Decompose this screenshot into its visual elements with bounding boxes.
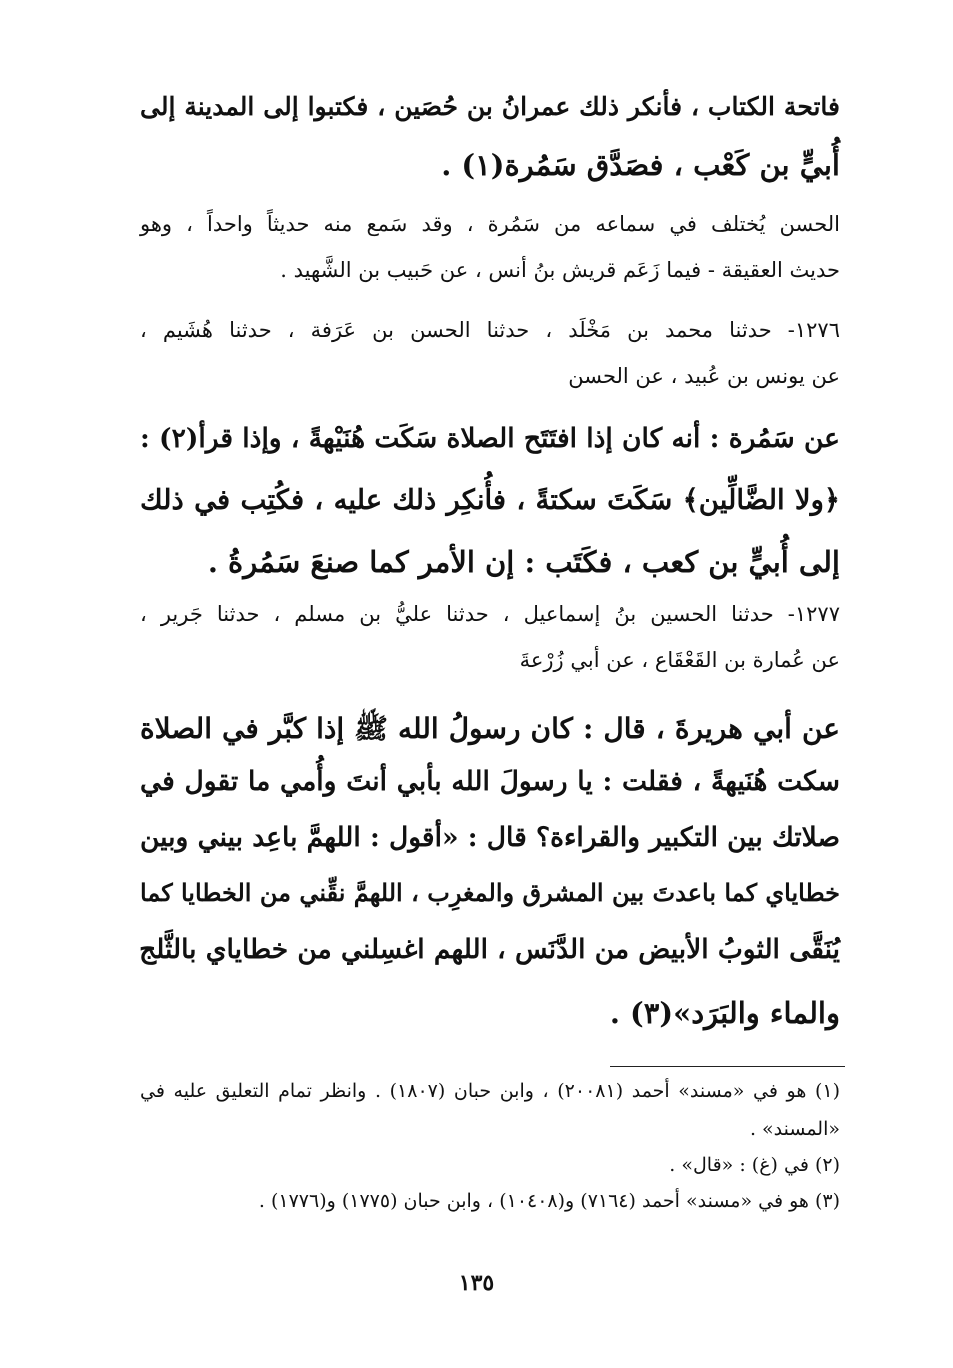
footnote-separator (610, 1066, 845, 1067)
isnad-line: عن يونس بن عُبيد ، عن الحسن (568, 364, 840, 388)
matn-line: عن أبي هريرةَ ، قال : كان رسولُ الله ﷺ إذا كبَّر في الصلاة (140, 712, 840, 745)
isnad-line: عن عُمارة بن القَعْقَاع ، عن أبي زُرْعةَ (519, 648, 840, 672)
note-line: حديث العقيقة - فيما زَعَم قريش بنُ أنس ، عن حَبيب بن الشَّهيد . (280, 258, 840, 282)
footnote-line: «المسند» . (749, 1118, 840, 1140)
matn-line: يُنَقَّى الثوبُ الأبيض من الدَّنَس ، اللهم اغسِلني من خطاياي بالثَّلج (139, 934, 840, 965)
note-line: الحسن يُختلف في سماعه من سَمُرة ، وقد سَمع منه حديثاً واحداً ، وهو (140, 212, 840, 236)
footnote-line: (١) هو في «مسند» أحمد (٢٠٠٨١) ، وابن حبان (١٨٠٧) . وانظر تمام التعليق عليه في (140, 1080, 841, 1102)
matn-line: صلاتك بين التكبير والقراءة؟ قال : «أقول : اللهمَّ باعِد بيني وبين (140, 822, 840, 853)
isnad-line: ١٢٧٧- حدثنا الحسين بنُ إسماعيل ، حدثنا عليُّ بن مسلم ، حدثنا جَرير ، (140, 602, 840, 626)
footnote-line: (٣) هو في «مسند» أحمد (٧١٦٤) و(١٠٤٠٨) ، وابن حبان (١٧٧٥) و(١٧٧٦) . (258, 1190, 840, 1212)
matn-line: والماء والبَرَد»(٣) . (609, 996, 840, 1030)
matn-line: ﴿ولا الضَّالِّين﴾ سَكَتَ سكتةً ، فأُنكِر ذلك عليه ، فكُتِب في ذلك (140, 484, 840, 516)
footnote-line: (٢) في (غ) : «قال» . (669, 1154, 840, 1176)
matn-line: عن سَمُرة : أنه كان إذا افتَتَح الصلاة سَكَت هُنَيْهةً ، وإذا قرأ(٢) : (140, 423, 840, 454)
text-line: فاتحة الكتاب ، فأنكر ذلك عمرانُ بن حُصَين ، فكتبوا إلى المدينة إلى (140, 92, 840, 121)
matn-line: سكت هُنَيهةً ، فقلت : يا رسولَ الله بأبي أنتَ وأُمي ما تقول في (140, 766, 840, 797)
text-line: أُبيٍّ بن كَعْب ، فصَدَّق سَمُرة(١) . (441, 148, 840, 182)
matn-line: خطاياي كما باعدتَ بين المشرق والمغرِب ، اللهمَّ نقِّني من الخطايا كما (140, 878, 840, 907)
isnad-line: ١٢٧٦- حدثنا محمد بن مَخْلَد ، حدثنا الحسن بن عَرَفة ، حدثنا هُشَيم ، (140, 318, 840, 342)
matn-line: إلى أُبيٍّ بن كعب ، فكَتَب : إن الأمر كما صنعَ سَمُرةُ . (207, 545, 840, 579)
page-number: ١٣٥ (458, 1270, 495, 1296)
